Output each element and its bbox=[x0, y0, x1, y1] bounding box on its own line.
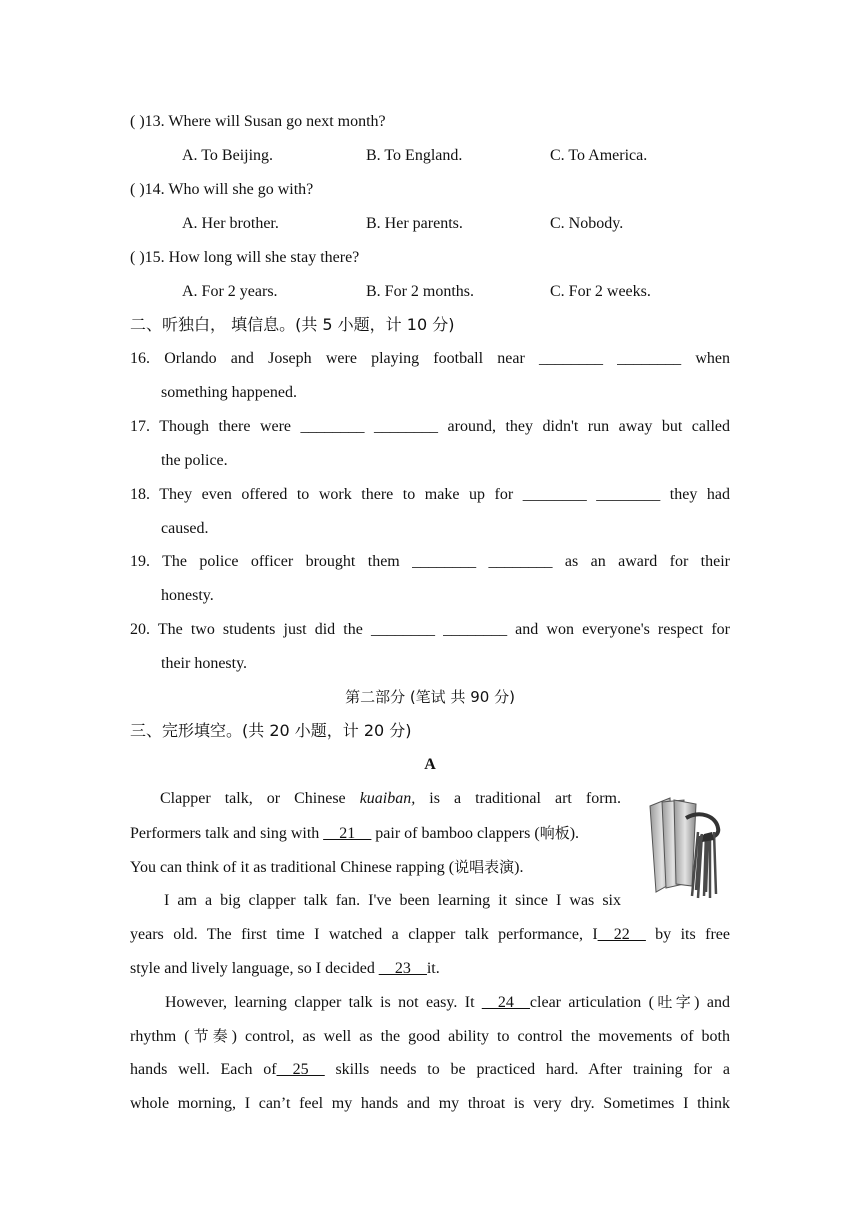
p3-line-4: whole morning, I can’t feel my hands and my throat is very dry. Sometimes I think bbox=[130, 1095, 730, 1112]
blank-25: __25__ bbox=[276, 1061, 325, 1078]
bamboo-clapper-image bbox=[640, 792, 736, 902]
question-15-option-a: A. For 2 years. bbox=[182, 283, 278, 300]
item-18-line-2: caused. bbox=[161, 520, 209, 537]
item-16-line-1: 16. Orlando and Joseph were playing football near ________ ________ when bbox=[130, 350, 730, 367]
question-14-option-c: C. Nobody. bbox=[550, 215, 624, 232]
item-20-line-1: 20. The two students just did the ________ ________ and won everyone's respect for bbox=[130, 621, 730, 638]
question-13-option-c: C. To America. bbox=[550, 147, 648, 164]
p3-line-3-text-a: hands well. Each of bbox=[130, 1061, 277, 1078]
question-14-stem: ( )14. Who will she go with? bbox=[130, 181, 314, 198]
question-13-option-b: B. To England. bbox=[366, 147, 463, 164]
blank-22: __22__ bbox=[597, 926, 646, 943]
section-2-heading: 二、听独白， 填信息。(共 5 小题，计 10 分) bbox=[130, 315, 455, 334]
p3-line-1-text-c: ) and bbox=[694, 994, 730, 1011]
item-16-line-2: something happened. bbox=[161, 384, 297, 401]
question-15-stem: ( )15. How long will she stay there? bbox=[130, 249, 360, 266]
p2-line-3-text-b: it. bbox=[426, 960, 440, 977]
p1-line-1-text-b: is a traditional art form. bbox=[415, 790, 621, 807]
p1-line-2-cn: 响板 bbox=[539, 824, 570, 842]
p3-line-2-text-b: ) control, as well as the good ability to control the movements of both bbox=[231, 1028, 731, 1045]
p1-line-1-text-a: Clapper talk, or Chinese bbox=[160, 790, 360, 807]
p1-line-3-text-b: ). bbox=[514, 859, 524, 876]
p1-line-2 bbox=[130, 823, 621, 844]
p1-line-3 bbox=[130, 857, 621, 878]
question-14-option-b: B. Her parents. bbox=[366, 215, 463, 232]
p2-line-3 bbox=[130, 959, 730, 979]
question-15-option-b: B. For 2 months. bbox=[366, 283, 475, 300]
p1-line-3-cn: 说唱表演 bbox=[454, 858, 515, 876]
question-14-option-a: A. Her brother. bbox=[182, 215, 279, 232]
p1-line-3-text-a: You can think of it as traditional Chinese rapping ( bbox=[130, 859, 455, 876]
blank-21: __21__ bbox=[323, 825, 372, 842]
p1-line-2-text-b: pair of bamboo clappers ( bbox=[371, 825, 540, 842]
part-2-title: 第二部分 (笔试 共 90 分) bbox=[345, 688, 515, 706]
item-18-line-1: 18. They even offered to work there to make up for ________ ________ they had bbox=[130, 486, 730, 503]
p2-line-3-text-a: style and lively language, so I decided bbox=[130, 960, 379, 977]
p2-line-2 bbox=[130, 925, 730, 945]
item-19-line-2: honesty. bbox=[161, 587, 214, 604]
blank-23: __23__ bbox=[378, 960, 427, 977]
p3-line-2-text-a: rhythm ( bbox=[130, 1028, 190, 1045]
p1-line-1 bbox=[160, 789, 621, 809]
item-17-line-1: 17. Though there were ________ ________ around, they didn't run away but called bbox=[130, 418, 730, 435]
section-3-heading: 三、完形填空。(共 20 小题，计 20 分) bbox=[130, 721, 412, 740]
p2-line-1: I am a big clapper talk fan. I've been learning it since I was six bbox=[164, 892, 621, 909]
passage-label: A bbox=[424, 756, 436, 773]
p3-line-2-cn: 节奏 bbox=[189, 1027, 232, 1045]
question-13-option-a: A. To Beijing. bbox=[182, 147, 274, 164]
p3-line-3-text-b: skills needs to be practiced hard. After training for a bbox=[324, 1061, 730, 1078]
item-20-line-2: their honesty. bbox=[161, 655, 248, 672]
p3-line-1 bbox=[165, 992, 730, 1013]
question-13-stem: ( )13. Where will Susan go next month? bbox=[130, 113, 386, 130]
p3-line-1-cn: 吐字 bbox=[653, 993, 695, 1011]
p2-line-2-text-a: years old. The first time I watched a clapper talk performance, I bbox=[130, 926, 598, 943]
p3-line-2 bbox=[130, 1026, 730, 1047]
p1-line-2-text-a: Performers talk and sing with bbox=[130, 825, 324, 842]
p1-kuaiban: kuaiban, bbox=[359, 790, 416, 807]
blank-24: __24__ bbox=[481, 994, 530, 1011]
p1-line-2-text-c: ). bbox=[569, 825, 580, 842]
p2-line-2-text-b: by its free bbox=[645, 926, 731, 943]
item-19-line-1: 19. The police officer brought them ________ ________ as an award for their bbox=[130, 553, 730, 570]
p3-line-1-text-a: However, learning clapper talk is not easy. It bbox=[165, 994, 482, 1011]
p3-line-1-text-b: clear articulation ( bbox=[529, 994, 654, 1011]
p3-line-3 bbox=[130, 1060, 730, 1080]
question-15-option-c: C. For 2 weeks. bbox=[550, 283, 651, 300]
item-17-line-2: the police. bbox=[161, 452, 228, 469]
